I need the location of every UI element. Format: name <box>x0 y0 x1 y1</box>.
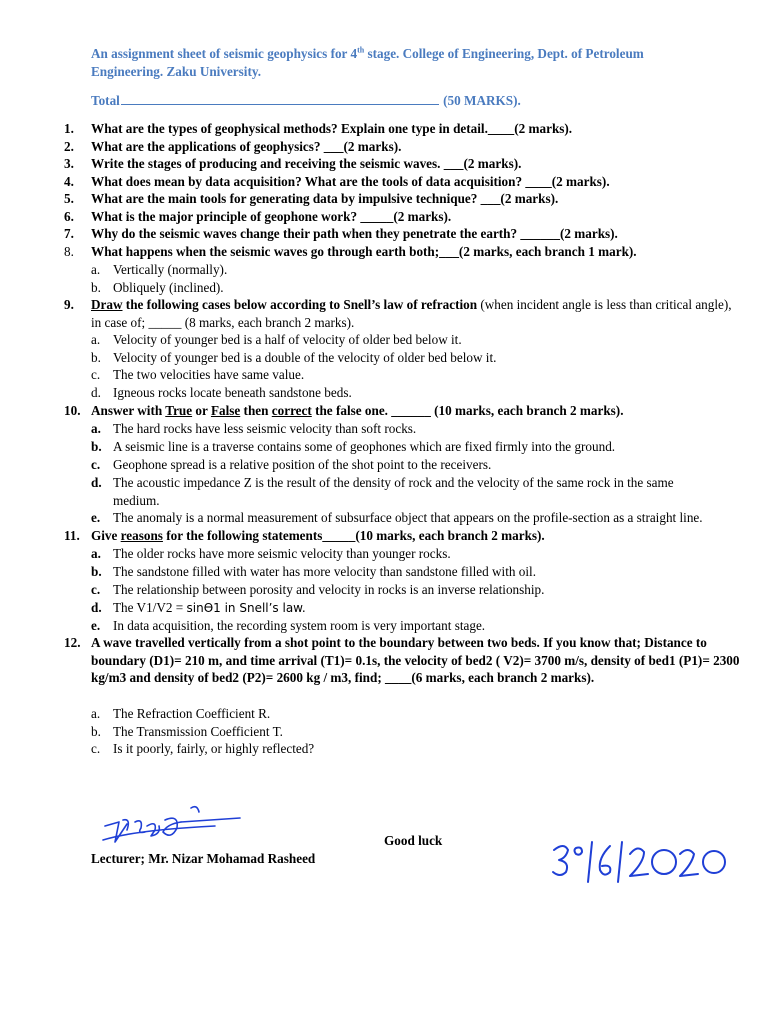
question-number: 8. <box>64 243 74 259</box>
question-number: 12. <box>64 635 81 650</box>
option-letter: b. <box>91 438 102 454</box>
header-title-sup: th <box>357 45 365 55</box>
question-4 <box>64 173 744 191</box>
question-12 <box>64 634 740 687</box>
question-11 <box>64 527 744 545</box>
q9-option-c <box>91 366 711 384</box>
sheet-header <box>91 45 691 81</box>
option-letter: c. <box>91 367 101 382</box>
option-letter: d. <box>91 385 101 400</box>
q10-option-e <box>91 509 751 527</box>
option-letter: c. <box>91 582 101 597</box>
total-marks: (50 MARKS). <box>439 93 521 108</box>
question-text: What happens when the seismic waves go through earth both;___(2 marks, each branch 1 mark). <box>91 243 637 259</box>
q11-option-e <box>91 617 711 635</box>
question-text: What are the applications of geophysics? ___(2 marks). <box>91 138 402 154</box>
question-text: What does mean by data acquisition? What are the tools of data acquisition? ____(2 marks). <box>91 173 610 189</box>
option-letter: b. <box>91 564 102 579</box>
option-letter: a. <box>91 421 101 436</box>
total-blank <box>121 92 439 105</box>
question-7 <box>64 225 744 243</box>
question-2 <box>64 138 744 156</box>
question-number: 11. <box>64 528 80 543</box>
option-letter: e. <box>91 510 101 525</box>
q10-option-d <box>91 474 711 509</box>
option-text: A seismic line is a traverse contains some of geophones which are fixed firmly into the ground. <box>113 438 616 454</box>
option-text: The sandstone filled with water has more velocity than sandstone filled with oil. <box>113 564 536 579</box>
option-letter: c. <box>91 741 101 756</box>
q11-d-formula: sinϴ1 in Snell’s law. <box>186 601 306 615</box>
q10-true-word: True <box>165 403 193 418</box>
q9-option-a <box>91 331 711 349</box>
option-text: The older rocks have more seismic velocity than younger rocks. <box>113 546 451 561</box>
q8-option-b <box>91 279 711 297</box>
question-3 <box>64 155 744 173</box>
option-text: In data acquisition, the recording system room is very important stage. <box>113 618 486 633</box>
question-1 <box>64 120 744 138</box>
question-number: 9. <box>64 297 74 312</box>
option-text: The relationship between porosity and velocity in rocks is an inverse relationship. <box>113 582 545 597</box>
q12-option-c <box>91 740 711 758</box>
question-text: What is the major principle of geophone work? _____(2 marks). <box>91 208 452 224</box>
question-6 <box>64 208 744 226</box>
question-number: 7. <box>64 226 74 241</box>
q11-option-d <box>91 599 711 618</box>
q10-text-start: Answer with <box>91 403 166 418</box>
question-text: A wave travelled vertically from a shot point to the boundary between two beds. If you know that; Distance to boundary (D1)= 210 m, and time arrival (T1)= 0.1s, the velocity of bed2 ( V2)= 3700 m/s, density of bed1 (P1)= 2300 kg/m3 and density of bed2 (P2)= 2600 kg / m3, find; ____(6 marks, each branch 2 marks). <box>91 635 740 686</box>
good-luck-text: Good luck <box>384 833 443 848</box>
question-text: What are the types of geophysical methods? Explain one type in detail.____(2 marks). <box>91 121 573 136</box>
q10-then-word: then <box>240 403 272 418</box>
option-letter: c. <box>91 457 101 472</box>
option-text: The anomaly is a normal measurement of subsurface object that appears on the profile-section as a straight line. <box>113 510 703 525</box>
question-text: Write the stages of producing and receiving the seismic waves. ___(2 marks). <box>91 156 522 171</box>
option-letter: a. <box>91 546 101 561</box>
option-letter: b. <box>91 723 101 739</box>
q10-or-word: or <box>192 403 211 418</box>
question-number: 4. <box>64 173 74 189</box>
question-number: 1. <box>64 121 74 136</box>
q10-option-b <box>91 438 711 456</box>
q10-text-end: the false one. ______ (10 marks, each branch 2 marks). <box>311 403 624 418</box>
question-number: 6. <box>64 208 74 224</box>
q8-option-a <box>91 261 711 279</box>
total-label: Total <box>91 93 120 108</box>
header-title-part1: An assignment sheet of seismic geophysics for 4 <box>91 46 358 61</box>
q11-option-b <box>91 563 711 581</box>
option-text: The hard rocks have less seismic velocity than soft rocks. <box>113 421 417 436</box>
option-text: Igneous rocks locate beneath sandstone beds. <box>113 385 352 400</box>
q9-draw-word: Draw <box>91 297 123 312</box>
question-number: 10. <box>64 403 81 418</box>
q10-option-a <box>91 420 711 438</box>
q11-option-a <box>91 545 711 563</box>
q12-option-b <box>91 723 711 741</box>
q9-mid-text: the following cases below according to Snell’s law of refraction <box>122 297 481 312</box>
q10-correct-word: correct <box>271 403 312 418</box>
q11-text-end: for the following statements_____(10 marks, each branch 2 marks). <box>162 528 545 543</box>
question-10 <box>64 402 744 420</box>
option-text: Velocity of younger bed is a double of the velocity of older bed below it. <box>113 349 497 365</box>
question-5 <box>64 190 744 208</box>
option-letter: a. <box>91 332 101 347</box>
option-text: Geophone spread is a relative position of the shot point to the receivers. <box>113 457 492 472</box>
question-text: Why do the seismic waves change their path when they penetrate the earth? ______(2 marks). <box>91 226 618 241</box>
question-number: 3. <box>64 156 74 171</box>
q9-option-d <box>91 384 711 402</box>
q11-text-start: Give <box>91 528 121 543</box>
option-letter: b. <box>91 279 101 295</box>
option-letter: e. <box>91 618 101 633</box>
option-text: Is it poorly, fairly, or highly reflected? <box>113 741 315 756</box>
total-line <box>91 92 521 109</box>
option-letter: a. <box>91 706 101 721</box>
option-text: The Refraction Coefficient R. <box>113 706 271 721</box>
option-text: Vertically (normally). <box>113 262 228 277</box>
option-letter: b. <box>91 349 101 365</box>
q10-option-c <box>91 456 711 474</box>
option-text: The Transmission Coefficient T. <box>113 723 283 739</box>
option-letter: a. <box>91 262 101 277</box>
question-number: 2. <box>64 138 74 154</box>
header-title-part2: stage. College of Engineering, Dept. of Petroleum Engineering. Zaku University. <box>91 46 644 79</box>
option-text: Obliquely (inclined). <box>113 279 224 295</box>
question-text: What are the main tools for generating data by impulsive technique? ___(2 marks). <box>91 191 559 206</box>
question-9 <box>64 296 744 331</box>
q10-false-word: False <box>210 403 241 418</box>
option-text: The two velocities have same value. <box>113 367 305 382</box>
q9-option-b <box>91 349 711 367</box>
q11-option-c <box>91 581 711 599</box>
handwritten-date <box>550 838 730 888</box>
question-8 <box>64 243 744 261</box>
q11-reasons-word: reasons <box>120 528 163 543</box>
q9-paren-text: (when incident angle is less than critical angle), in case of; _____ (8 marks, each branch 2 marks). <box>91 297 732 330</box>
lecturer-name: Lecturer; Mr. Nizar Mohamad Rasheed <box>91 851 316 866</box>
option-letter: d. <box>91 475 102 490</box>
option-text: Velocity of younger bed is a half of velocity of older bed below it. <box>113 332 462 347</box>
option-letter: d. <box>91 600 102 615</box>
q12-option-a <box>91 705 711 723</box>
q11-d-text: The V1/V2 = <box>113 600 187 615</box>
question-number: 5. <box>64 191 74 206</box>
option-text: The acoustic impedance Z is the result of the density of rock and the velocity of the same rock in the same medium. <box>113 475 674 508</box>
